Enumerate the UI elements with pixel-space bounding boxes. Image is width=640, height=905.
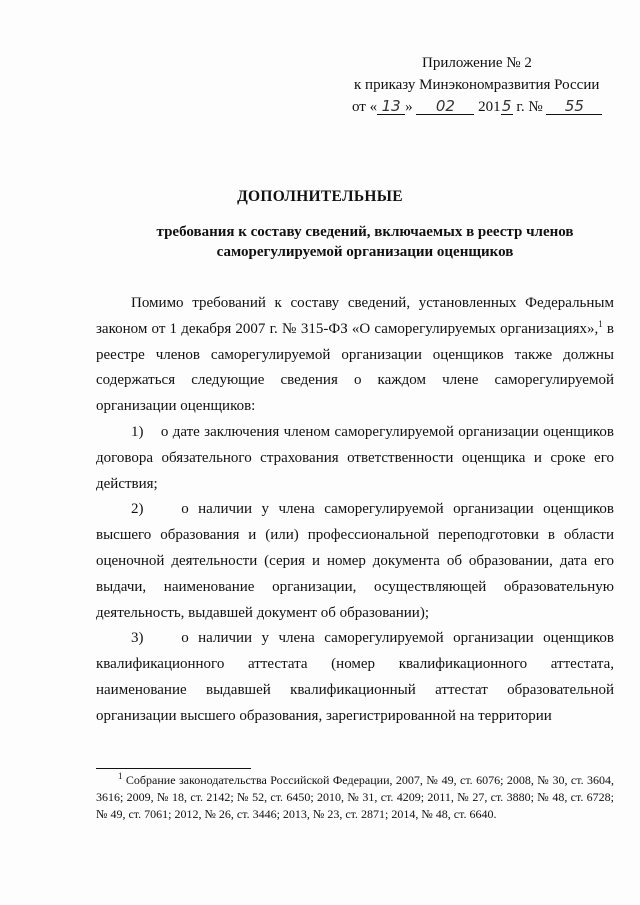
document-subtitle: требования к составу сведений, включаемых в реестр членов саморегулируемой организации оценщиков bbox=[156, 224, 574, 260]
year-word: г. № bbox=[516, 99, 543, 115]
list-item-1: 1) о дате заключения членом саморегулируемой организации оценщиков договора обязательного страхования ответственности оценщика и сроке его действия; bbox=[96, 423, 614, 492]
annex-header bbox=[340, 52, 620, 118]
intro-continuation: в реестре членов саморегулируемой организации оценщиков также должны содержаться следующие сведения о каждом члене саморегулируемой организации оценщиков: bbox=[96, 320, 614, 415]
footnote-divider bbox=[96, 768, 251, 769]
list-item-3: 3) о наличии у члена саморегулируемой организации оценщиков квалификационного аттестата (номер квалификационного аттестата, наименование выдавшей квалификационный аттестат образовательной организации высшего образования, зарегистрированной на территории bbox=[96, 630, 614, 724]
annex-number: Приложение № 2 bbox=[422, 55, 532, 71]
date-mid: » bbox=[405, 99, 413, 115]
intro-paragraph bbox=[96, 291, 614, 420]
annex-order-ref: к приказу Минэкономразвития России bbox=[354, 77, 600, 93]
footnote-number: 1 bbox=[118, 771, 123, 781]
list-item-2: 2) о наличии у члена саморегулируемой организации оценщиков высшего образования и (или) профессиональной переподготовки в области оценочной деятельности (серия и номер документа об образовании, дата его выдачи, наименование организации, осуществляющей образовательную деятельность, выдавшей документ об образовании); bbox=[96, 501, 614, 621]
handwritten-year-digit: 5 bbox=[501, 97, 512, 115]
intro-text: Помимо требований к составу сведений, установленных Федеральным законом от 1 декабря 2007 г. № 315-ФЗ «О саморегулируемых организациях», bbox=[96, 295, 614, 337]
document-body bbox=[96, 291, 614, 730]
footnote-text: Собрание законодательства Российской Федерации, 2007, № 49, ст. 6076; 2008, № 30, ст. 3604, 3616; 2009, № 18, ст. 2142; № 52, ст. 6450; 2010, № 31, ст. 4209; 2011, № 27, ст. 3880; № 48, ст. 6728; № 49, ст. 7061; 2012, № 26, ст. 3446; 2013, № 23, ст. 2871; 2014, № 48, ст. 6640. bbox=[96, 773, 615, 821]
footnote-mark: 1 bbox=[598, 318, 603, 329]
year-prefix: 201 bbox=[478, 99, 501, 115]
handwritten-month: 02 bbox=[416, 98, 474, 115]
handwritten-number: 55 bbox=[546, 98, 602, 115]
footnote bbox=[96, 772, 614, 823]
document-title: ДОПОЛНИТЕЛЬНЫЕ bbox=[237, 188, 403, 205]
date-prefix: от « bbox=[352, 99, 378, 115]
handwritten-day: 13 bbox=[377, 98, 405, 115]
annex-date-line bbox=[352, 96, 620, 118]
